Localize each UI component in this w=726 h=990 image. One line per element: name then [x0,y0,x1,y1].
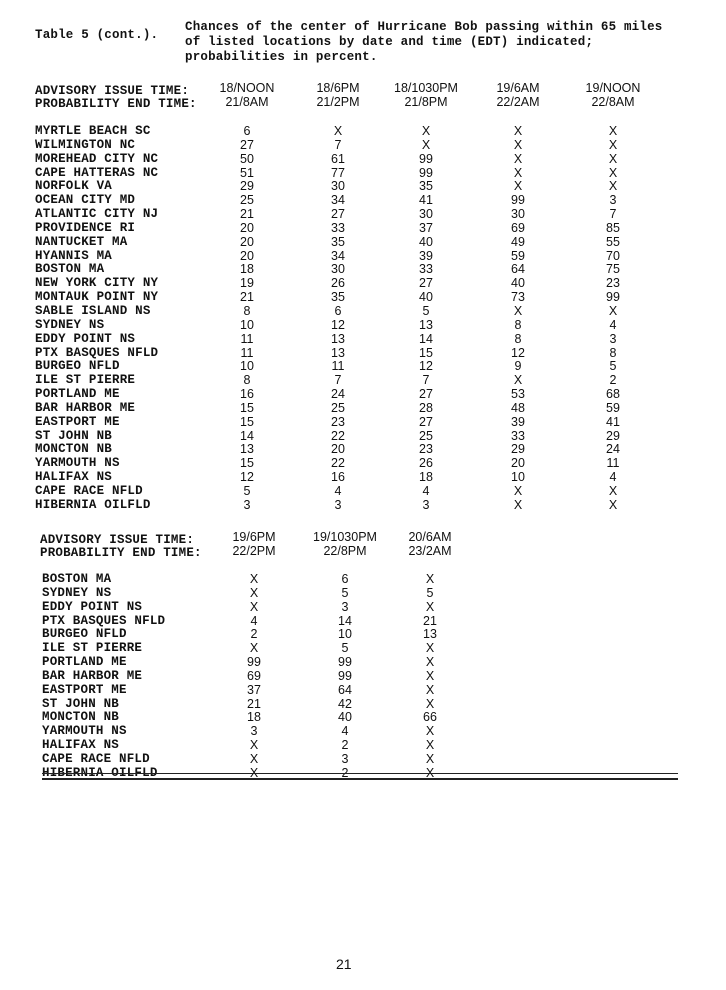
advisory-issue-label-2: ADVISORY ISSUE TIME: [40,533,195,547]
probability-cell: 14 [338,613,352,628]
probability-cell: 99 [338,668,352,683]
value-column [219,573,289,781]
probability-cell: X [333,124,343,138]
probability-cell: 15 [240,400,254,415]
probability-cell: X [425,572,435,586]
end-time: 22/2PM [232,544,276,558]
probability-cell: 70 [606,248,620,263]
probability-cell: 4 [609,470,617,485]
location-name: SYDNEY NS [42,585,112,600]
probability-cell: 5 [422,303,430,318]
probability-cell: 25 [240,193,254,208]
probability-cell: 30 [511,207,525,222]
issue-time: 19/6PM [232,530,276,544]
probability-cell: 99 [511,193,525,208]
probability-cell: 13 [419,317,433,332]
location-name: PORTLAND ME [42,655,127,670]
probability-cell: X [513,151,523,166]
probability-cell: 13 [423,627,437,642]
issue-time: 18/6PM [316,81,360,95]
probability-cell: 6 [341,572,349,586]
probability-cell: X [249,585,259,600]
advisory-issue-label: ADVISORY ISSUE TIME: [35,84,190,98]
page-number: 21 [336,956,352,972]
probability-cell: 21 [247,696,261,711]
probability-cell: 40 [419,290,433,305]
probability-cell: 99 [338,655,352,670]
probability-cell: 15 [240,456,254,471]
location-name: OCEAN CITY MD [35,193,136,208]
probability-cell: 3 [341,599,349,614]
location-name: BAR HARBOR ME [42,668,143,683]
probability-cell: 48 [511,400,525,415]
probability-cell: 35 [331,290,345,305]
probability-cell: 59 [606,400,620,415]
probability-cell: 3 [341,751,349,766]
location-name: SYDNEY NS [35,317,105,332]
probability-cell: 11 [240,345,254,360]
probability-cell: X [513,303,523,318]
value-column [483,125,553,513]
probability-cell: X [513,179,523,194]
probability-cell: 18 [419,470,433,485]
location-name: EDDY POINT NS [42,599,143,614]
value-column [578,125,648,513]
probability-cell: 14 [419,331,433,346]
probability-cell: 42 [338,696,352,711]
location-name: PORTLAND ME [35,387,120,402]
probability-cell: 5 [341,585,349,600]
probability-cell: 24 [606,442,620,457]
probability-cell: 85 [606,220,620,235]
probability-cell: 53 [511,387,525,402]
probability-cell: X [608,124,618,138]
issue-time: 20/6AM [408,530,452,544]
probability-cell: 11 [606,456,620,471]
section1-location-list [35,125,158,513]
issue-time: 18/NOON [219,81,275,95]
probability-cell: X [249,738,259,753]
probability-cell: X [608,483,618,498]
probability-cell: X [249,572,259,586]
column-header [563,81,663,109]
probability-cell: 99 [247,655,261,670]
end-time: 21/2PM [316,95,360,109]
probability-cell: 7 [422,373,430,388]
end-time: 21/8AM [225,95,269,109]
probability-cell: 3 [334,497,342,512]
location-name: EASTPORT ME [42,682,127,697]
probability-cell: 27 [419,414,433,429]
probability-cell: 10 [338,627,352,642]
probability-cell: 27 [240,137,254,152]
probability-cell: X [425,668,435,683]
table-caption-text: Chances of the center of Hurricane Bob passing within 65 miles of listed locations by date and time (EDT) indicated; probabilities in percent. [185,20,663,64]
value-column [391,125,461,513]
value-column [395,573,465,781]
location-name: MONTAUK POINT NY [35,290,159,305]
table-bottom-rule-thin [42,773,678,774]
location-name: MONCTON NB [35,442,113,457]
location-name: HIBERNIA OILFLD [42,765,158,780]
probability-cell: 5 [243,483,251,498]
probability-cell: 33 [511,428,525,443]
probability-cell: 10 [240,317,254,332]
probability-cell: 30 [419,207,433,222]
probability-cell: 5 [426,585,434,600]
probability-cell: 3 [609,193,617,208]
column-header [376,81,476,109]
probability-cell: X [513,483,523,498]
probability-cell: X [513,137,523,152]
probability-cell: 4 [422,483,430,498]
probability-cell: 25 [331,400,345,415]
probability-cell: 68 [606,387,620,402]
location-name: NEW YORK CITY NY [35,276,159,291]
probability-cell: 2 [341,765,349,780]
probability-cell: 2 [609,373,617,388]
probability-cell: X [513,497,523,512]
probability-end-label-2: PROBABILITY END TIME: [40,546,202,560]
issue-time: 19/6AM [496,81,540,95]
location-name: CAPE RACE NFLD [35,483,143,498]
probability-cell: 26 [419,456,433,471]
probability-cell: 55 [606,234,620,249]
probability-cell: 7 [609,207,617,222]
probability-cell: 66 [423,710,437,725]
location-name: WILMINGTON NC [35,137,136,152]
probability-cell: X [513,373,523,388]
location-name: PTX BASQUES NFLD [42,613,166,628]
end-time: 22/8PM [323,544,367,558]
probability-cell: 75 [606,262,620,277]
probability-cell: 26 [331,276,345,291]
probability-cell: 16 [240,387,254,402]
location-name: BURGEO NFLD [42,627,127,642]
end-time: 22/2AM [496,95,540,109]
location-name: HIBERNIA OILFLD [35,497,151,512]
probability-cell: 64 [511,262,525,277]
probability-cell: 23 [606,276,620,291]
probability-cell: 34 [331,193,345,208]
probability-cell: 12 [511,345,525,360]
location-name: PROVIDENCE RI [35,220,136,235]
probability-cell: 23 [419,442,433,457]
probability-cell: 29 [240,179,254,194]
probability-cell: 5 [341,641,349,656]
probability-cell: X [425,655,435,670]
probability-cell: X [513,124,523,138]
probability-cell: 13 [331,331,345,346]
probability-cell: 8 [243,303,251,318]
probability-cell: 8 [243,373,251,388]
probability-cell: 20 [511,456,525,471]
probability-cell: 24 [331,387,345,402]
table-caption-label: Table 5 (cont.). [35,28,159,42]
probability-cell: 3 [609,331,617,346]
probability-cell: 22 [331,428,345,443]
probability-cell: 29 [511,442,525,457]
probability-cell: 3 [243,497,251,512]
probability-cell: 20 [331,442,345,457]
location-name: BURGEO NFLD [35,359,120,374]
probability-cell: 99 [419,151,433,166]
issue-time: 19/1030PM [313,530,377,544]
location-name: HYANNIS MA [35,248,113,263]
location-name: NORFOLK VA [35,179,113,194]
column-header [468,81,568,109]
value-column [310,573,380,781]
location-name: HALIFAX NS [42,738,120,753]
probability-cell: 51 [240,165,254,180]
probability-cell: X [608,179,618,194]
location-name: EDDY POINT NS [35,331,136,346]
probability-cell: 5 [609,359,617,374]
probability-cell: 40 [511,276,525,291]
location-name: ST JOHN NB [35,428,113,443]
probability-cell: X [608,497,618,512]
probability-cell: 8 [514,317,522,332]
probability-cell: 13 [331,345,345,360]
probability-cell: 37 [247,682,261,697]
probability-cell: 10 [511,470,525,485]
probability-cell: 27 [331,207,345,222]
probability-cell: 3 [250,724,258,739]
probability-cell: 30 [331,179,345,194]
probability-cell: X [425,751,435,766]
probability-cell: 12 [331,317,345,332]
probability-cell: 3 [422,497,430,512]
probability-cell: 73 [511,290,525,305]
probability-cell: 39 [419,248,433,263]
location-name: PTX BASQUES NFLD [35,345,159,360]
probability-cell: 4 [334,483,342,498]
probability-cell: 2 [250,627,258,642]
probability-cell: 9 [514,359,522,374]
value-column [303,125,373,513]
probability-cell: 2 [341,738,349,753]
location-name: BOSTON MA [42,572,112,586]
location-name: MONCTON NB [42,710,120,725]
probability-cell: 25 [419,428,433,443]
location-name: CAPE HATTERAS NC [35,165,159,180]
probability-cell: 20 [240,248,254,263]
probability-cell: 7 [334,137,342,152]
probability-cell: X [608,137,618,152]
probability-cell: 6 [243,124,251,138]
probability-cell: X [249,599,259,614]
probability-cell: 7 [334,373,342,388]
probability-cell: 28 [419,400,433,415]
location-name: ST JOHN NB [42,696,120,711]
probability-cell: 33 [419,262,433,277]
probability-cell: 8 [514,331,522,346]
probability-cell: 4 [250,613,258,628]
probability-cell: 64 [338,682,352,697]
probability-cell: 40 [338,710,352,725]
probability-cell: 27 [419,387,433,402]
probability-end-label: PROBABILITY END TIME: [35,97,197,111]
probability-cell: 6 [334,303,342,318]
probability-cell: 22 [331,456,345,471]
probability-cell: X [249,641,259,656]
probability-cell: 12 [419,359,433,374]
location-name: ILE ST PIERRE [35,373,136,388]
probability-cell: 21 [423,613,437,628]
probability-cell: X [249,765,259,780]
probability-cell: X [249,751,259,766]
probability-cell: X [608,165,618,180]
value-column [212,125,282,513]
probability-cell: 99 [606,290,620,305]
probability-cell: 77 [331,165,345,180]
probability-cell: 29 [606,428,620,443]
probability-cell: 11 [331,359,345,374]
probability-cell: 23 [331,414,345,429]
location-name: NANTUCKET MA [35,234,128,249]
probability-cell: 27 [419,276,433,291]
probability-cell: 33 [331,220,345,235]
probability-cell: 41 [606,414,620,429]
probability-cell: 50 [240,151,254,166]
probability-cell: X [425,765,435,780]
probability-cell: 12 [240,470,254,485]
probability-cell: 8 [609,345,617,360]
probability-cell: 16 [331,470,345,485]
section2-location-list [42,573,165,781]
probability-cell: 49 [511,234,525,249]
probability-cell: X [425,641,435,656]
probability-cell: 61 [331,151,345,166]
probability-cell: X [425,738,435,753]
probability-cell: 69 [247,668,261,683]
probability-cell: 13 [240,442,254,457]
probability-cell: 41 [419,193,433,208]
probability-cell: 19 [240,276,254,291]
end-time: 22/8AM [591,95,635,109]
location-name: YARMOUTH NS [35,456,120,471]
location-name: YARMOUTH NS [42,724,127,739]
probability-cell: 69 [511,220,525,235]
probability-cell: 20 [240,234,254,249]
table-bottom-rule-thick [42,778,678,780]
probability-cell: 18 [240,262,254,277]
probability-cell: 99 [419,165,433,180]
probability-cell: 34 [331,248,345,263]
probability-cell: 59 [511,248,525,263]
location-name: MOREHEAD CITY NC [35,151,159,166]
location-name: HALIFAX NS [35,470,113,485]
location-name: CAPE RACE NFLD [42,751,150,766]
probability-cell: 21 [240,207,254,222]
issue-time: 18/1030PM [394,81,458,95]
probability-cell: 20 [240,220,254,235]
column-header [380,530,480,558]
probability-cell: 4 [341,724,349,739]
probability-cell: 40 [419,234,433,249]
location-name: ATLANTIC CITY NJ [35,207,159,222]
probability-cell: 21 [240,290,254,305]
probability-cell: 15 [419,345,433,360]
location-name: BOSTON MA [35,262,105,277]
probability-cell: 14 [240,428,254,443]
location-name: SABLE ISLAND NS [35,303,151,318]
probability-cell: X [425,682,435,697]
location-name: MYRTLE BEACH SC [35,124,151,138]
probability-cell: X [421,124,431,138]
probability-cell: 30 [331,262,345,277]
probability-cell: X [425,696,435,711]
probability-cell: 39 [511,414,525,429]
probability-cell: 37 [419,220,433,235]
probability-cell: X [425,724,435,739]
probability-cell: 15 [240,414,254,429]
probability-cell: 10 [240,359,254,374]
issue-time: 19/NOON [585,81,641,95]
probability-cell: X [425,599,435,614]
probability-cell: 35 [419,179,433,194]
end-time: 23/2AM [408,544,452,558]
probability-cell: X [608,303,618,318]
column-header [197,81,297,109]
end-time: 21/8PM [404,95,448,109]
probability-cell: 11 [240,331,254,346]
probability-cell: X [608,151,618,166]
probability-cell: 18 [247,710,261,725]
probability-cell: 35 [331,234,345,249]
location-name: BAR HARBOR ME [35,400,136,415]
probability-cell: X [421,137,431,152]
location-name: ILE ST PIERRE [42,641,143,656]
column-header [204,530,304,558]
probability-cell: X [513,165,523,180]
column-header [288,81,388,109]
probability-cell: 4 [609,317,617,332]
location-name: EASTPORT ME [35,414,120,429]
